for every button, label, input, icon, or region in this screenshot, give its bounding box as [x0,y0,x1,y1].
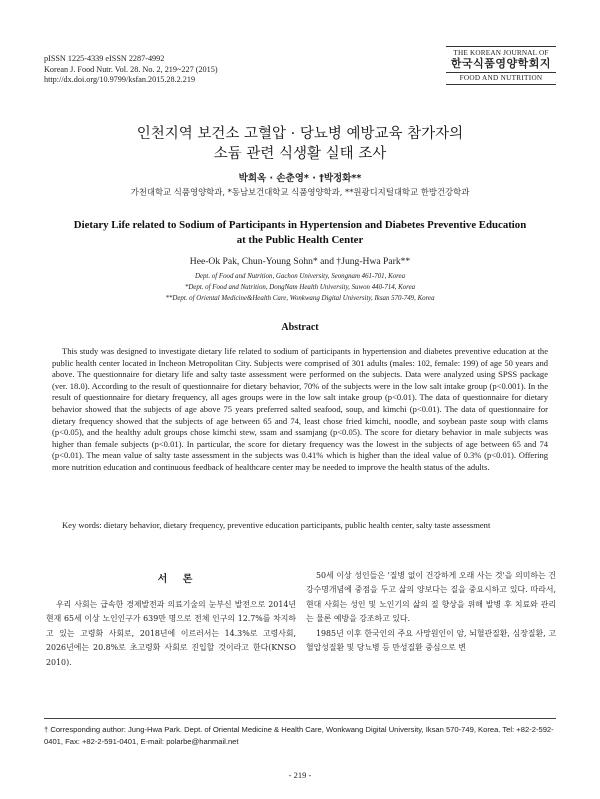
english-affil-2: *Dept. of Food and Nutrition, DongNam Health University, Suwon 440-714, Korea [184,284,416,291]
doi-line: http://dx.doi.org/10.9799/ksfan.2015.28.2.219 [44,75,196,84]
intro-right-paragraph-2: 1985년 이후 한국인의 주요 사망원인이 암, 뇌혈관질환, 심장질환, 고혈압성질환 및 당뇨병 등 만성질환 중심으로 변 [306,628,556,653]
citation-line: Korean J. Food Nutr. Vol. 28. No. 2, 219~227 (2015) [44,64,218,74]
korean-title [0,124,600,164]
header-meta [44,54,218,86]
journal-logo-ko: 한국식품영양학회지 [450,57,552,70]
korean-title-line2: 소듐 관련 식생활 실태 조사 [213,146,387,162]
english-affil-1: Dept. of Food and Nutrition, Gachon University, Seongnam 461-701, Korea [194,273,406,280]
keywords: Key words: dietary behavior, dietary frequency, preventive education participants, public health center, salty taste assessment [62,520,491,530]
footnote-divider [44,718,556,719]
intro-right-paragraph-1: 50세 이상 성인들은 '질병 없이 건강하게 오래 사는 것'을 의미하는 건강수명개념에 중점을 두고 삶의 양보다는 질을 중요시하고 있다. 따라서, 현대 사회는 성인 및 노인기의 삶의 질 향상을 위해 발병 후 치료와 관리는 물론 예방을 강조하고 있다. [306,571,556,624]
korean-title-line1: 인천지역 보건소 고혈압 · 당뇨병 예방교육 참가자의 [136,126,464,142]
page-number: - 219 - [288,770,312,780]
abstract-heading: Abstract [281,322,319,333]
english-affiliations [0,271,600,304]
english-authors: Hee-Ok Pak, Chun-Young Sohn* and †Jung-Hwa Park** [189,256,411,267]
journal-logo-en-bottom: FOOD AND NUTRITION [446,72,556,82]
issn-line: pISSN 1225-4339 eISSN 2287-4992 [44,54,165,63]
english-title-line1: Dietary Life related to Sodium of Participants in Hypertension and Diabetes Preventive Education [73,219,527,231]
intro-right-column [306,569,556,655]
journal-logo-en-top: THE KOREAN JOURNAL OF [453,49,549,57]
journal-logo [446,46,556,85]
korean-authors: 박희옥 · 손춘영* · †박정화** [238,173,362,184]
korean-affiliations: 가천대학교 식품영양학과, *동남보건대학교 식품영양학과, **원광디지털대학교 한방건강학과 [130,187,470,197]
intro-heading: 서 론 [157,574,199,585]
intro-left-paragraph: 우리 사회는 급속한 경제발전과 의료기술의 눈부신 발전으로 2014년 현재 65세 이상 노인인구가 639만 명으로 전체 인구의 12.7%를 차지하고 있는 고령화 사회로, 2018년에 이르러서는 14.3%로 고령사회, 2026년에는 20.8%로 초고령화 사회로 진입할 것이라고 한다(KNSO 2010). [46,600,296,667]
english-title-line2: at the Public Health Center [236,234,364,246]
english-affil-3: **Dept. of Oriental Medicine&Health Care, Wonkwang Digital University, Iksan 570-749, Korea [165,295,435,302]
english-title [0,218,600,248]
corresponding-author-footnote: † Corresponding author: Jung-Hwa Park. Dept. of Oriental Medicine & Health Care, Wonkwang Digital University, Iksan 570-749, Korea. Tel: +82-2-592-0401, Fax: +82-2-591-0401, E-mail: polarbe@hanmail.net [44,725,554,746]
abstract-body: This study was designed to investigate dietary life related to sodium of participants in hypertension and diabetes preventive education at the public health center located in Incheon Metropolitan City. Subjects were comprised of 301 adults (males: 102, female: 199) of age 50 years and above. The questionnaire for dietary life and salty taste assessment were performed on the subjects. Data were analyzed using SPSS package (ver. 18.0). According to the result of questionnaire for dietary behavior, 70% of the subjects were in the low salt intake group (p<0.001). In the result of questionnaire for dietary frequency, all ages groups were in the low salt intake group (p<0.01). The data of questionnaire for dietary behavior showed that the subjects of age above 75 years preferred salted seafood, soup, and kimchi (p<0.01). The data of questionnaire for dietary frequency showed that the subjects of age between 65 and 74, least chose fried kimchi, noodle, and soybean paste soup with clams (p<0.05), and the healthy adult groups chose kimchi stew, ssam and ssamjang (p<0.05). The score for dietary behavior in male subjects was higher than female subjects (p<0.01). In particular, the score for dietary frequency was the lowest in the subjects of age between 65 and 74 (p<0.01). The mean value of salty taste assessment in the subjects was 0.41% which is higher than the ideal value of 0.3% (p<0.01). Offering more nutrition education and continuous feedback of healthcare center may be needed to improve the health status of the adults. [52,346,548,472]
